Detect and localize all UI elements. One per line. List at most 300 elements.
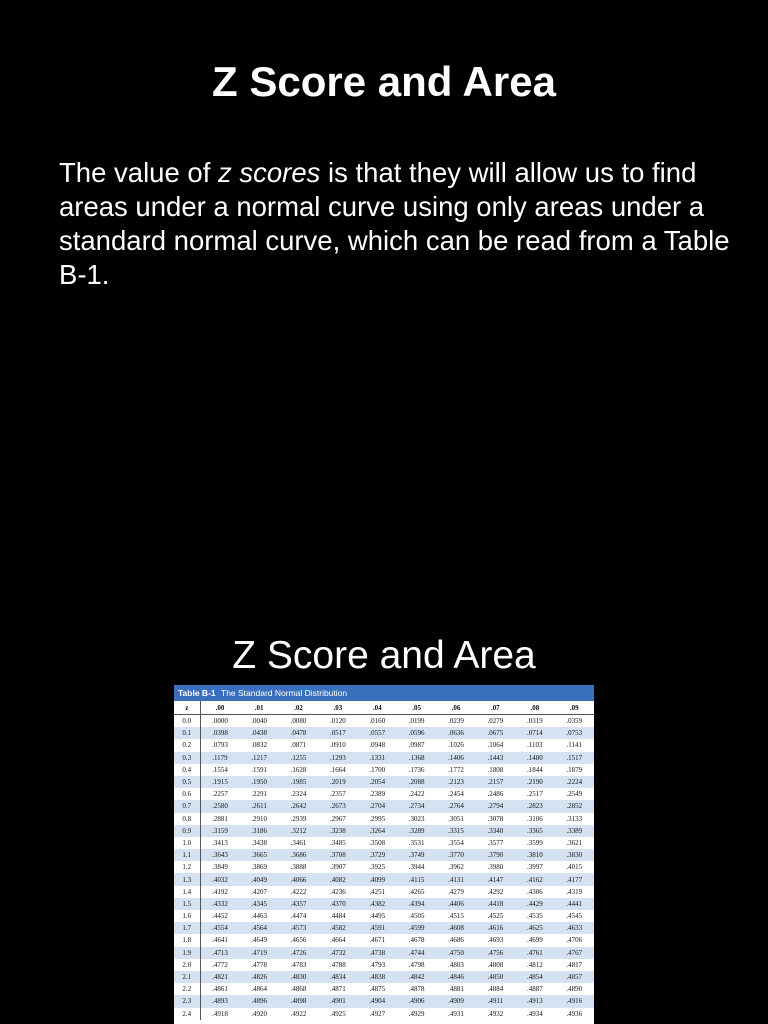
area-cell: .4495 (369, 912, 386, 921)
area-cell: .1293 (318, 752, 357, 764)
area-cell: .4699 (526, 936, 543, 945)
column-header-cell: .07 (476, 701, 515, 715)
area-cell: .4934 (526, 1009, 543, 1018)
area-cell: .4115 (397, 873, 436, 885)
area-cell: .4131 (436, 873, 475, 885)
area-cell: .4868 (290, 985, 307, 994)
area-cell: .4463 (251, 912, 267, 921)
area-cell: .4564 (239, 922, 278, 934)
area-cell: .4345 (239, 898, 278, 910)
area-cell: .3729 (358, 849, 397, 861)
area-cell: .4554 (200, 922, 239, 934)
table-row (174, 873, 594, 885)
area-cell: .2580 (200, 800, 239, 812)
z-value-cell: 1.7 (174, 922, 200, 934)
area-cell: .0438 (239, 727, 278, 739)
area-cell: .0675 (476, 727, 515, 739)
area-cell: .4265 (408, 887, 425, 896)
area-cell: .1700 (369, 765, 386, 774)
table-row (174, 934, 594, 946)
area-cell: .2257 (212, 790, 228, 799)
z-value-cell: 1.4 (174, 886, 200, 898)
area-cell: .4429 (515, 898, 554, 910)
z-value-cell: 2.4 (174, 1008, 200, 1020)
area-cell: .1179 (200, 752, 239, 764)
area-cell: .4633 (555, 922, 594, 934)
area-cell: .4505 (408, 912, 425, 921)
area-cell: .1915 (200, 776, 239, 788)
area-cell: .3315 (436, 825, 475, 837)
area-cell: .4920 (251, 1009, 267, 1018)
column-header-cell: .06 (436, 701, 475, 715)
area-cell: .4236 (329, 887, 346, 896)
table-header-row (174, 701, 594, 715)
area-cell: .4474 (290, 912, 307, 921)
area-cell: .4484 (329, 912, 346, 921)
area-cell: .4608 (436, 922, 475, 934)
z-value-cell: 0.2 (174, 739, 200, 751)
table-row (174, 825, 594, 837)
table-title: The Standard Normal Distribution (221, 688, 348, 698)
table-row (174, 995, 594, 1007)
area-cell: .0753 (555, 727, 594, 739)
z-value-cell: 0.1 (174, 727, 200, 739)
area-cell: .4838 (358, 971, 397, 983)
area-cell: .4756 (476, 947, 515, 959)
area-cell: .0239 (448, 717, 464, 726)
area-cell: .3078 (487, 814, 504, 823)
area-cell: .0160 (369, 717, 386, 726)
area-cell: .4772 (212, 960, 228, 969)
area-cell: .4192 (212, 887, 228, 896)
area-cell: .1950 (239, 776, 278, 788)
z-value-cell: 2.2 (174, 983, 200, 995)
area-cell: .1554 (212, 765, 228, 774)
area-cell: .4656 (290, 936, 307, 945)
area-cell: .2486 (487, 790, 504, 799)
area-cell: .4871 (329, 985, 346, 994)
area-cell: .0080 (290, 717, 307, 726)
table-row (174, 727, 594, 739)
area-cell: .4898 (279, 995, 318, 1007)
area-cell: .3438 (251, 838, 267, 847)
area-cell: .4931 (448, 1009, 464, 1018)
area-cell: .0557 (358, 727, 397, 739)
table-row (174, 837, 594, 849)
area-cell: .4913 (515, 995, 554, 1007)
area-cell: .3365 (515, 825, 554, 837)
table-body (174, 715, 594, 1020)
area-cell: .0517 (318, 727, 357, 739)
area-cell: .4292 (487, 887, 504, 896)
column-header-cell: .01 (239, 701, 278, 715)
area-cell: .4406 (436, 898, 475, 910)
area-cell: .3869 (251, 863, 267, 872)
area-cell: .3770 (436, 849, 475, 861)
area-cell: .4798 (408, 960, 425, 969)
area-cell: .1879 (566, 765, 583, 774)
column-header-cell: .00 (200, 701, 239, 715)
z-value-cell: 0.6 (174, 788, 200, 800)
area-cell: .4821 (200, 971, 239, 983)
area-cell: .2794 (476, 800, 515, 812)
area-cell: .3238 (318, 825, 357, 837)
area-cell: .4082 (318, 873, 357, 885)
area-cell: .3621 (566, 838, 583, 847)
area-cell: .4693 (487, 936, 504, 945)
area-cell: .0199 (408, 717, 425, 726)
column-header-cell: .05 (397, 701, 436, 715)
area-cell: .4826 (239, 971, 278, 983)
area-cell: .0359 (566, 717, 583, 726)
area-cell: .4846 (436, 971, 475, 983)
table-row (174, 971, 594, 983)
body-text-start: The value of (59, 157, 218, 188)
area-cell: .4929 (408, 1009, 425, 1018)
area-cell: .2190 (515, 776, 554, 788)
area-cell: .1368 (397, 752, 436, 764)
area-cell: .3980 (487, 863, 504, 872)
area-cell: .4778 (251, 960, 267, 969)
area-cell: .4906 (397, 995, 436, 1007)
table-row (174, 739, 594, 751)
area-cell: .4878 (408, 985, 425, 994)
area-cell: .0000 (212, 717, 228, 726)
area-cell: .2224 (555, 776, 594, 788)
area-cell: .4207 (251, 887, 267, 896)
area-cell: .3708 (318, 849, 357, 861)
area-cell: .1772 (448, 765, 464, 774)
area-cell: .2734 (397, 800, 436, 812)
column-header-cell: .03 (318, 701, 357, 715)
table-row (174, 813, 594, 825)
area-cell: .4625 (515, 922, 554, 934)
area-cell: .3997 (526, 863, 543, 872)
area-cell: .3849 (212, 863, 228, 872)
area-cell: .4599 (397, 922, 436, 934)
area-cell: .3508 (369, 838, 386, 847)
area-cell: .4861 (212, 985, 228, 994)
z-value-cell: 0.4 (174, 764, 200, 776)
area-cell: .4904 (358, 995, 397, 1007)
table-row (174, 715, 594, 728)
area-cell: .1064 (487, 741, 504, 750)
area-cell: .4332 (200, 898, 239, 910)
area-cell: .4854 (515, 971, 554, 983)
z-value-cell: 0.5 (174, 776, 200, 788)
area-cell: .0714 (515, 727, 554, 739)
area-cell: .1844 (526, 765, 543, 774)
area-cell: .2549 (566, 790, 583, 799)
area-cell: .4616 (476, 922, 515, 934)
area-cell: .3810 (515, 849, 554, 861)
area-cell: .4918 (212, 1009, 228, 1018)
body-text-emphasis: z scores (217, 157, 321, 188)
table-row (174, 983, 594, 995)
area-cell: .4319 (566, 887, 583, 896)
z-value-cell: 0.3 (174, 752, 200, 764)
area-cell: .0319 (526, 717, 543, 726)
area-cell: .4706 (566, 936, 583, 945)
area-cell: .1736 (408, 765, 425, 774)
area-cell: .4099 (358, 873, 397, 885)
area-cell: .2823 (515, 800, 554, 812)
area-cell: .4750 (436, 947, 475, 959)
area-cell: .4671 (369, 936, 386, 945)
area-cell: .4850 (476, 971, 515, 983)
area-cell: .0948 (369, 741, 386, 750)
area-cell: .4916 (555, 995, 594, 1007)
area-cell: .0596 (397, 727, 436, 739)
area-cell: .2611 (239, 800, 278, 812)
area-cell: .3485 (329, 838, 346, 847)
area-cell: .3686 (279, 849, 318, 861)
area-cell: .4686 (448, 936, 464, 945)
area-cell: .1141 (566, 741, 582, 750)
area-cell: .0636 (436, 727, 475, 739)
area-cell: .4909 (436, 995, 475, 1007)
table-row (174, 861, 594, 873)
area-cell: .2517 (526, 790, 543, 799)
area-cell: .3340 (476, 825, 515, 837)
area-cell: .4649 (251, 936, 267, 945)
area-cell: .3413 (212, 838, 228, 847)
area-cell: .4808 (487, 960, 504, 969)
area-cell: .3643 (200, 849, 239, 861)
table-row (174, 849, 594, 861)
area-cell: .4925 (329, 1009, 346, 1018)
area-cell: .1808 (487, 765, 504, 774)
area-cell: .1331 (358, 752, 397, 764)
area-cell: .2995 (369, 814, 386, 823)
area-cell: .1628 (290, 765, 307, 774)
z-value-cell: 1.6 (174, 910, 200, 922)
area-cell: .1217 (239, 752, 278, 764)
area-cell: .4857 (555, 971, 594, 983)
area-cell: .4222 (290, 887, 307, 896)
area-cell: .4251 (369, 887, 386, 896)
z-value-cell: 1.8 (174, 934, 200, 946)
area-cell: .3925 (369, 863, 386, 872)
area-cell: .4049 (239, 873, 278, 885)
area-cell: .4817 (566, 960, 583, 969)
area-cell: .4382 (358, 898, 397, 910)
table-label: Table B-1 (178, 688, 216, 698)
area-cell: .1255 (279, 752, 318, 764)
table-row (174, 1008, 594, 1020)
z-value-cell: 2.1 (174, 971, 200, 983)
area-cell: .4015 (566, 863, 583, 872)
area-cell: .4834 (318, 971, 357, 983)
area-cell: .3599 (526, 838, 543, 847)
area-cell: .1103 (527, 741, 543, 750)
area-cell: .1406 (436, 752, 475, 764)
area-cell: .3944 (408, 863, 425, 872)
area-cell: .4893 (200, 995, 239, 1007)
area-cell: .4875 (369, 985, 386, 994)
area-cell: .1443 (476, 752, 515, 764)
z-value-cell: 1.1 (174, 849, 200, 861)
area-cell: .3554 (448, 838, 464, 847)
area-cell: .4582 (318, 922, 357, 934)
table-row (174, 886, 594, 898)
area-cell: .3830 (555, 849, 594, 861)
area-cell: .4279 (448, 887, 464, 896)
area-cell: .3212 (279, 825, 318, 837)
area-cell: .4911 (476, 995, 515, 1007)
area-cell: .4793 (369, 960, 386, 969)
area-cell: .4783 (290, 960, 307, 969)
area-cell: .0279 (487, 717, 504, 726)
area-cell: .3888 (290, 863, 307, 872)
area-cell: .4713 (200, 947, 239, 959)
area-cell: .2704 (358, 800, 397, 812)
area-cell: .4927 (369, 1009, 386, 1018)
area-cell: .4719 (239, 947, 278, 959)
area-cell: .4306 (526, 887, 543, 896)
area-cell: .0793 (212, 741, 228, 750)
area-cell: .3962 (448, 863, 464, 872)
area-cell: .2642 (279, 800, 318, 812)
area-cell: .2088 (397, 776, 436, 788)
area-cell: .4761 (515, 947, 554, 959)
area-cell: .1591 (251, 765, 267, 774)
area-cell: .4890 (566, 985, 583, 994)
column-header-cell: .08 (515, 701, 554, 715)
area-cell: .4525 (487, 912, 504, 921)
z-value-cell: 0.0 (174, 715, 200, 728)
area-cell: .4177 (555, 873, 594, 885)
table-row (174, 959, 594, 971)
area-cell: .4767 (555, 947, 594, 959)
area-cell: .3186 (239, 825, 278, 837)
area-cell: .4452 (212, 912, 228, 921)
area-cell: .2852 (555, 800, 594, 812)
area-cell: .3790 (476, 849, 515, 861)
area-cell: .0910 (329, 741, 346, 750)
area-cell: .3461 (290, 838, 307, 847)
area-cell: .2967 (329, 814, 346, 823)
second-slide-title: Z Score and Area (232, 634, 536, 677)
area-cell: .4573 (279, 922, 318, 934)
area-cell: .4896 (239, 995, 278, 1007)
body-paragraph (59, 156, 749, 292)
area-cell: .4370 (318, 898, 357, 910)
z-value-cell: 1.3 (174, 873, 200, 885)
column-header-cell: .04 (358, 701, 397, 715)
z-table-image (174, 685, 594, 1024)
area-cell: .4357 (279, 898, 318, 910)
area-cell: .4394 (397, 898, 436, 910)
area-cell: .4418 (476, 898, 515, 910)
area-cell: .3577 (487, 838, 504, 847)
area-cell: .2939 (290, 814, 307, 823)
table-row (174, 800, 594, 812)
table-row (174, 947, 594, 959)
area-cell: .0040 (251, 717, 267, 726)
area-cell: .4932 (487, 1009, 504, 1018)
area-cell: .4744 (397, 947, 436, 959)
area-cell: .3389 (555, 825, 594, 837)
area-cell: .2422 (408, 790, 425, 799)
area-cell: .4664 (329, 936, 346, 945)
area-cell: .4881 (448, 985, 464, 994)
area-cell: .4162 (515, 873, 554, 885)
area-cell: .0987 (408, 741, 425, 750)
area-cell: .2454 (448, 790, 464, 799)
area-cell: .4535 (526, 912, 543, 921)
area-cell: .4726 (279, 947, 318, 959)
area-cell: .3749 (397, 849, 436, 861)
z-value-cell: 0.8 (174, 813, 200, 825)
area-cell: .1517 (555, 752, 594, 764)
area-cell: .4678 (408, 936, 425, 945)
area-cell: .0832 (251, 741, 267, 750)
area-cell: .4922 (290, 1009, 307, 1018)
table-row (174, 752, 594, 764)
area-cell: .0120 (329, 717, 346, 726)
area-cell: .2673 (318, 800, 357, 812)
area-cell: .3531 (408, 838, 425, 847)
z-value-cell: 1.2 (174, 861, 200, 873)
area-cell: .4901 (318, 995, 357, 1007)
table-row (174, 776, 594, 788)
area-cell: .2019 (318, 776, 357, 788)
area-cell: .4032 (200, 873, 239, 885)
z-value-cell: 1.5 (174, 898, 200, 910)
z-value-cell: 2.3 (174, 995, 200, 1007)
area-cell: .3133 (566, 814, 583, 823)
z-value-cell: 0.9 (174, 825, 200, 837)
column-header-cell: .09 (555, 701, 594, 715)
area-cell: .2764 (436, 800, 475, 812)
slide-title: Z Score and Area (212, 58, 556, 105)
area-cell: .4788 (329, 960, 346, 969)
z-value-cell: 1.9 (174, 947, 200, 959)
area-cell: .4591 (358, 922, 397, 934)
z-value-cell: 2.0 (174, 959, 200, 971)
area-cell: .4887 (526, 985, 543, 994)
area-cell: .2324 (290, 790, 307, 799)
area-cell: .0871 (290, 741, 307, 750)
area-cell: .3051 (448, 814, 464, 823)
area-cell: .4732 (318, 947, 357, 959)
area-cell: .4803 (448, 960, 464, 969)
area-cell: .4936 (566, 1009, 583, 1018)
table-row (174, 788, 594, 800)
area-cell: .3665 (239, 849, 278, 861)
table-row (174, 910, 594, 922)
area-cell: .4842 (397, 971, 436, 983)
area-cell: .4066 (279, 873, 318, 885)
area-cell: .4641 (212, 936, 228, 945)
area-cell: .3289 (397, 825, 436, 837)
area-cell: .4738 (358, 947, 397, 959)
body-text-end: is that they will allow us to find areas under a normal curve using only areas under a standard normal curve, which can be read from a Table B-1. (59, 157, 730, 290)
area-cell: .3907 (329, 863, 346, 872)
table-row (174, 922, 594, 934)
area-cell: .1985 (279, 776, 318, 788)
table-caption (174, 685, 594, 701)
table-row (174, 764, 594, 776)
z-table (174, 701, 594, 1020)
area-cell: .2123 (436, 776, 475, 788)
area-cell: .4515 (448, 912, 464, 921)
area-cell: .3023 (408, 814, 425, 823)
area-cell: .2357 (329, 790, 346, 799)
area-cell: .0478 (279, 727, 318, 739)
z-value-cell: 0.7 (174, 800, 200, 812)
